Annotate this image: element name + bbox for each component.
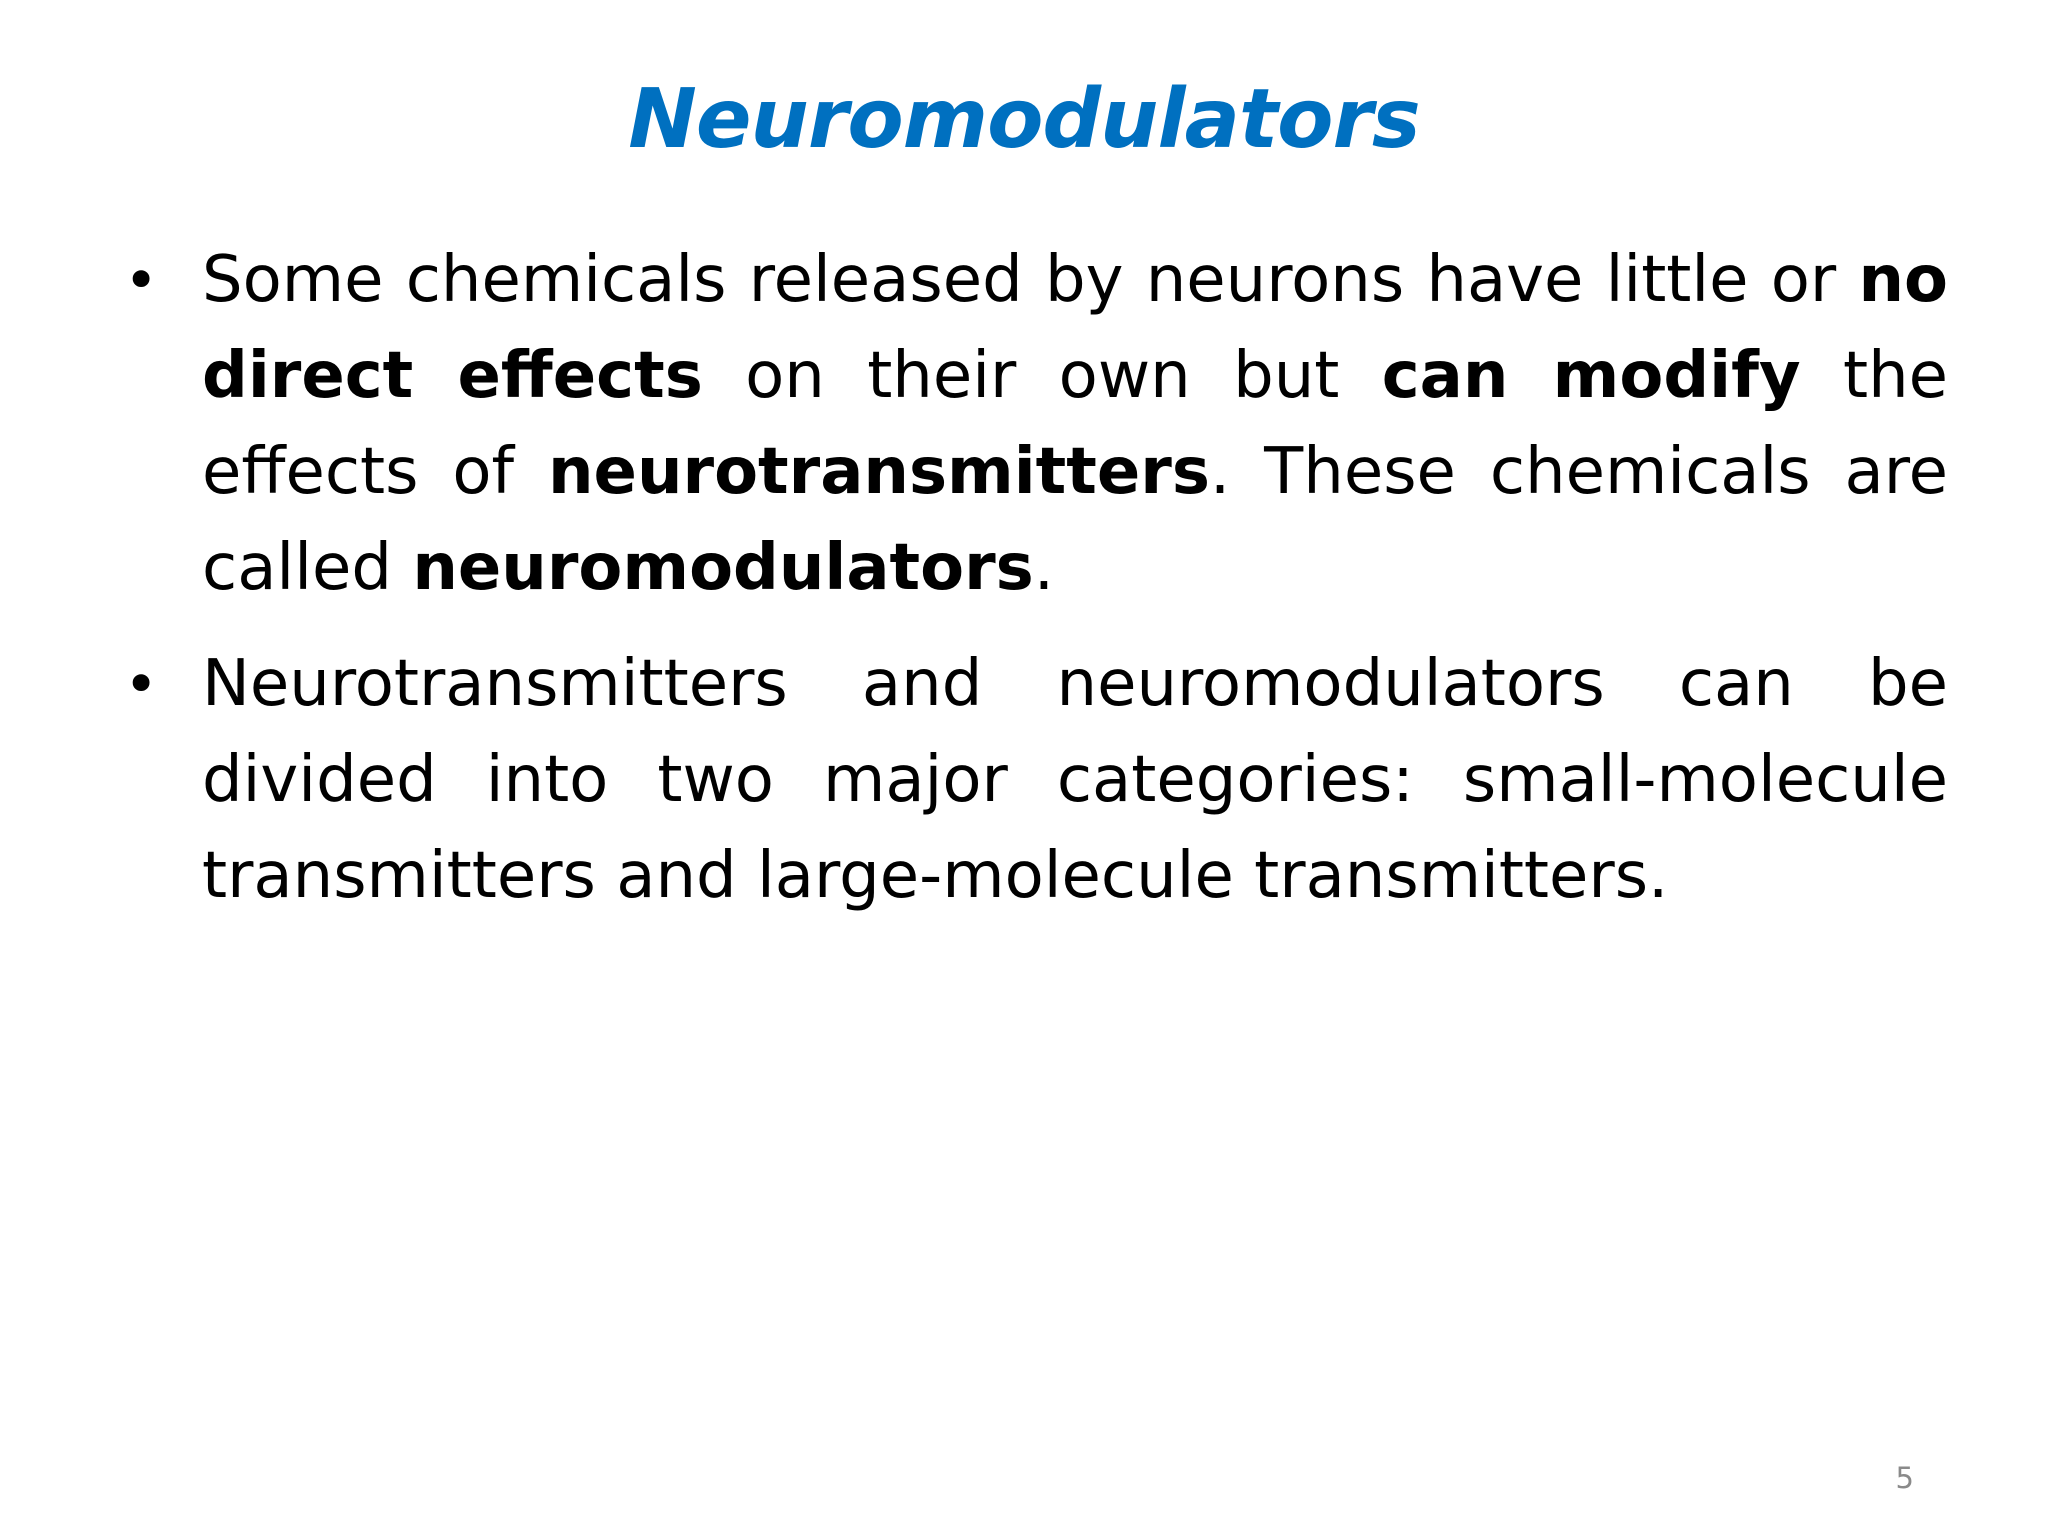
bullet-1-segment: the effects of [202,339,1949,509]
bullet-1-emphasis: neuromodulators [412,531,1034,605]
bullet-text-2 [202,636,1948,924]
bullet-2-segment: Neurotransmitters and neuromodulators can be divided into two major categories: small-molecule transmitters and large-molecule transmitters. [202,647,1948,913]
bullet-item-2 [118,636,1948,924]
bullet-list [118,232,1948,944]
slide-title: Neuromodulators [628,72,1420,167]
bullet-1-segment: Some chemicals released by neurons have little or [202,243,1859,317]
bullet-1-emphasis: can modify [1381,339,1801,413]
slide-number: 5 [1895,1461,1914,1495]
bullet-1-emphasis: neurotransmitters [547,435,1210,509]
bullet-1-emphasis: no direct effects [202,243,1948,413]
bullet-dot-icon: • [124,246,159,314]
bullet-1-segment: . These chemicals are called [202,435,1948,605]
bullet-1-segment: . [1033,531,1055,605]
bullet-1-segment: on their own but [702,339,1382,413]
bullet-text-1 [202,232,1948,616]
bullet-dot-icon: • [124,650,159,718]
bullet-item-1 [118,232,1948,616]
